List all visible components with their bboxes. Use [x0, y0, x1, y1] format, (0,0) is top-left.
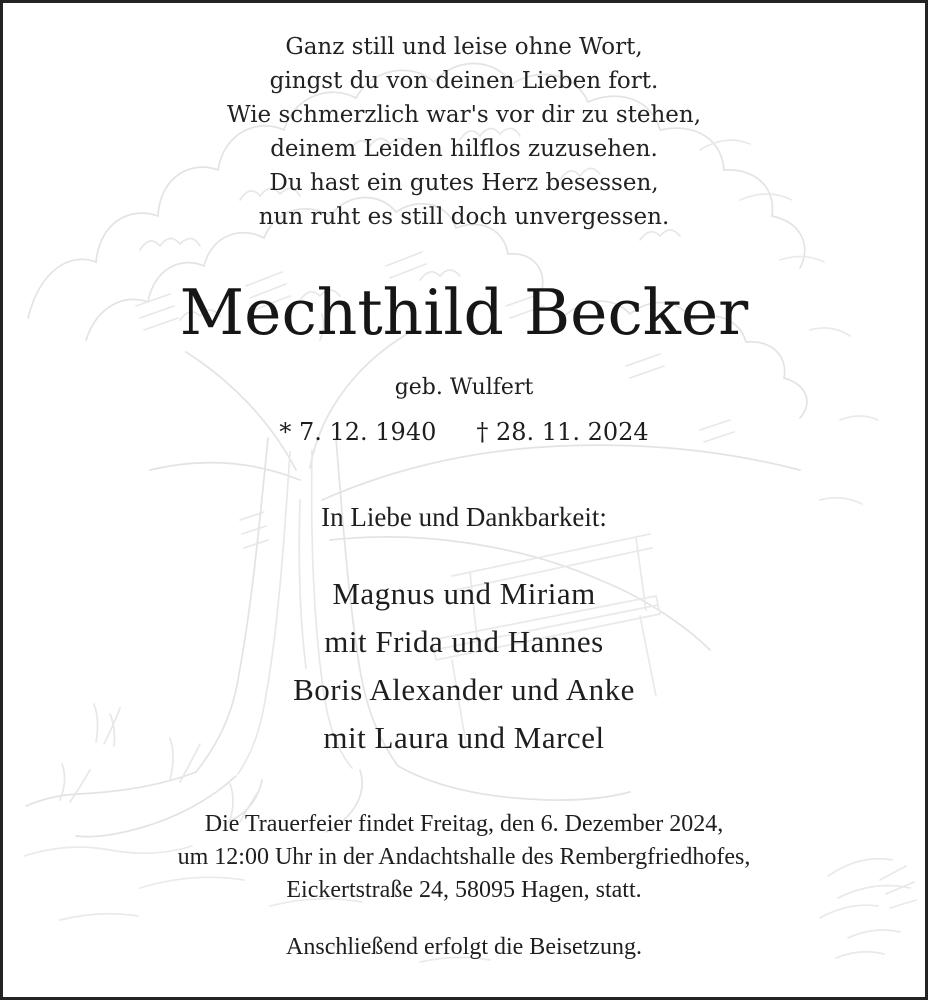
mourners: [0, 570, 928, 762]
poem-line: Wie schmerzlich war's vor dir zu stehen,: [226, 102, 702, 128]
death-date: † 28. 11. 2024: [476, 418, 649, 446]
burial-note: Anschließend erfolgt die Beisetzung.: [286, 934, 642, 960]
birth-date: * 7. 12. 1940: [279, 418, 437, 446]
funeral-line: Die Trauerfeier findet Freitag, den 6. Dezember 2024,: [204, 811, 724, 837]
poem-line: deinem Leiden hilflos zuzusehen.: [270, 136, 658, 162]
deceased-name: Mechthild Becker: [179, 276, 749, 349]
poem-line: Du hast ein gutes Herz besessen,: [269, 170, 659, 196]
maiden-name: geb. Wulfert: [394, 375, 534, 400]
poem-line: nun ruht es still doch unvergessen.: [258, 204, 670, 230]
poem-line: gingst du von deinen Lieben fort.: [269, 68, 659, 94]
poem-line: Ganz still und leise ohne Wort,: [285, 34, 643, 60]
mourner-line: mit Laura und Marcel: [323, 720, 605, 755]
salutation: In Liebe und Dankbarkeit:: [321, 502, 607, 532]
poem: [0, 30, 928, 234]
mourner-line: Magnus und Miriam: [332, 576, 596, 611]
funeral-line: um 12:00 Uhr in der Andachtshalle des Rembergfriedhofes,: [177, 844, 751, 870]
mourner-line: mit Frida und Hannes: [324, 624, 604, 659]
funeral-details: [0, 808, 928, 907]
mourner-line: Boris Alexander und Anke: [293, 672, 635, 707]
life-dates: [0, 416, 928, 448]
funeral-line: Eickertstraße 24, 58095 Hagen, statt.: [286, 877, 642, 903]
